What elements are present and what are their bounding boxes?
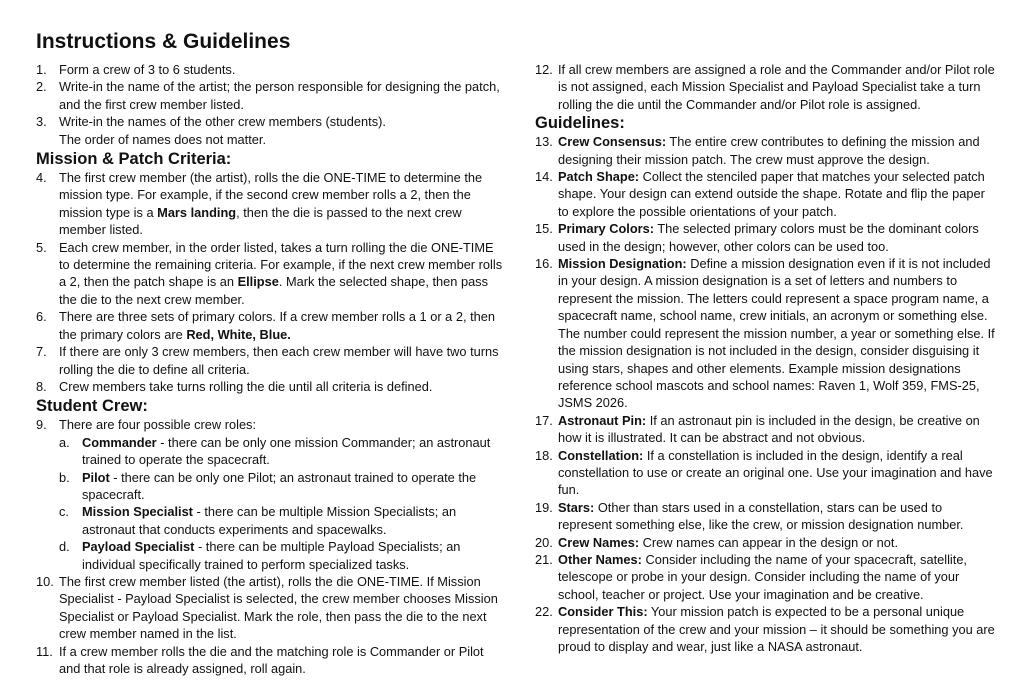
list-item — [36, 573, 506, 643]
left-column — [36, 61, 506, 677]
item-number: 8. — [36, 378, 47, 394]
list-item — [36, 378, 506, 395]
item-number: 7. — [36, 344, 47, 360]
role-text: - there can be multiple Mission Specialists; an astronaut that conducts experiments and spacewalks. — [82, 504, 457, 537]
role-text: - there can be only one mission Commander; an astronaut trained to operate the spacecraft. — [82, 434, 491, 468]
item-text: If there are only 3 crew members, then each crew member will have two turns rolling the die to define all criteria. — [59, 344, 499, 377]
item-text: Write-in the names of the other crew members (students). — [59, 114, 386, 130]
guideline-label: Consider This: — [558, 604, 648, 620]
item-text: If all crew members are assigned a role and the Commander and/or Pilot role is not assigned, each Mission Specialist and Payload Specialist take a turn rolling the die until the Commander and/or Pilot role is assigned. — [558, 62, 995, 112]
item-number: 15. — [535, 221, 553, 237]
section-heading-guidelines: Guidelines: — [535, 114, 625, 133]
item-text: There are three sets of primary colors. If a crew member rolls a 1 or a 2, then the primary colors are — [59, 309, 495, 342]
item-text: The first crew member listed (the artist), rolls the die ONE-TIME. If Mission Specialist - Payload Specialist is selected, the crew member chooses Mission Specialist or Payload Specialist. Mark the role, then pass the die to the next crew member named in the list. — [59, 573, 498, 642]
guideline-item — [535, 220, 997, 255]
note-text: The order of names does not matter. — [59, 131, 266, 147]
role-name: Mission Specialist — [82, 504, 193, 520]
guideline-text: Your mission patch is expected to be a personal unique representation of the crew and your mission – it should be something you are proud to display and wear, just like a NASA astronaut. — [558, 604, 995, 654]
list-item — [36, 169, 506, 239]
role-name: Pilot — [82, 469, 110, 485]
guideline-text: If a constellation is included in the design, identify a real constellation to use or create an original one. Use your imagination and have fun. — [558, 447, 993, 498]
list-item — [36, 416, 506, 433]
item-number: 3. — [36, 114, 47, 130]
item-text: The first crew member (the artist), rolls the die ONE-TIME to determine the mission type. For example, if the second crew member rolls a 2, then the mission type is a — [59, 170, 483, 220]
item-text: Crew members take turns rolling the die until all criteria is defined. — [59, 378, 433, 394]
item-number: 2. — [36, 79, 47, 95]
item-number: 14. — [535, 169, 553, 185]
guideline-item — [535, 603, 997, 655]
role-letter: b. — [59, 469, 70, 485]
guideline-text: Other than stars used in a constellation, stars can be used to represent something else, like the crew, or mission designation number. — [558, 499, 964, 533]
guideline-label: Patch Shape: — [558, 169, 640, 185]
guideline-label: Crew Consensus: — [558, 134, 667, 150]
item-number: 19. — [535, 499, 553, 515]
item-number: 17. — [535, 412, 553, 428]
role-item-mission-specialist — [36, 503, 506, 538]
item-number: 20. — [535, 534, 553, 550]
guideline-item — [535, 168, 997, 220]
guideline-item — [535, 534, 997, 551]
guideline-text: If an astronaut pin is included in the design, be creative on how it is illustrated. It can be abstract and not obvious. — [558, 412, 980, 446]
role-item-payload-specialist — [36, 538, 506, 573]
item-text: There are four possible crew roles: — [59, 417, 257, 433]
role-letter: d. — [59, 539, 70, 555]
guideline-item — [535, 499, 997, 534]
list-item — [36, 113, 506, 130]
item-number: 10. — [36, 573, 54, 589]
list-item — [36, 239, 506, 309]
list-item — [36, 78, 506, 113]
item-emphasis: Red, White, Blue. — [186, 326, 291, 342]
role-name: Payload Specialist — [82, 539, 195, 555]
role-item-commander — [36, 434, 506, 469]
guideline-label: Crew Names: — [558, 534, 640, 550]
item-number: 22. — [535, 604, 553, 620]
item-text: , then the die is passed to the next crew member listed. — [59, 204, 462, 238]
role-letter: a. — [59, 434, 70, 450]
guideline-item — [535, 412, 997, 447]
guideline-text: Crew names can appear in the design or not. — [639, 534, 899, 550]
item-number: 16. — [535, 256, 553, 272]
item-number: 9. — [36, 417, 47, 433]
guideline-label: Primary Colors: — [558, 221, 655, 237]
item-number: 1. — [36, 62, 47, 77]
guideline-label: Other Names: — [558, 551, 642, 567]
list-item — [535, 61, 997, 113]
guideline-text: The entire crew contributes to defining the mission and designing their mission patch. The crew must approve the design. — [558, 134, 980, 167]
guideline-label: Constellation: — [558, 447, 644, 463]
item-text: . Mark the selected shape, then pass the die to the next crew member. — [59, 274, 488, 307]
item-text: Write-in the name of the artist; the person responsible for designing the patch, and the first crew member listed. — [59, 79, 500, 112]
guideline-label: Stars: — [558, 499, 595, 515]
guideline-item — [535, 255, 997, 412]
item-text: Each crew member, in the order listed, takes a turn rolling the die ONE-TIME to determine the remaining criteria. For example, if the next crew member rolls a 2, then the patch shape is an — [59, 239, 503, 290]
guideline-text: The selected primary colors must be the dominant colors used in the design; however, other colors can be used too. — [558, 221, 979, 254]
guideline-label: Mission Designation: — [558, 256, 687, 272]
guideline-text: Consider including the name of your spacecraft, satellite, telescope or probe in your design. Consider including the name of your school, teacher or project. Use your imagination and be creative. — [558, 551, 967, 602]
section-heading-crew: Student Crew: — [36, 397, 148, 416]
guideline-label: Astronaut Pin: — [558, 412, 647, 428]
item-number: 5. — [36, 239, 47, 255]
role-name: Commander — [82, 434, 157, 450]
item-number: 12. — [535, 62, 553, 77]
list-item — [36, 308, 506, 343]
guideline-text: Collect the stenciled paper that matches your selected patch shape. Your design can extend outside the shape. Rotate and flip the paper to explore the possible orientations of your patch. — [558, 169, 985, 219]
item-number: 18. — [535, 447, 553, 463]
item-number: 4. — [36, 170, 47, 186]
item-number: 21. — [535, 551, 553, 567]
guideline-item — [535, 133, 997, 168]
item-number: 6. — [36, 309, 47, 325]
item-emphasis: Mars landing — [157, 204, 237, 220]
list-item — [36, 343, 506, 378]
item-number: 11. — [36, 643, 53, 659]
section-heading-mission: Mission & Patch Criteria: — [36, 150, 232, 169]
guideline-text: Define a mission designation even if it is not included in your design. A mission designation is a set of letters and numbers to represent the mission. The letters could represent a space program name, a spacecraft name, school name, crew initials, an acronym or something else. The number could represent the mission number, a year or something else. If the mission designation is not included in the design, consider disguising it using stars, shapes and other elements. Example mission designations reference school mascots and school names: Raven 1, Wolf 359, FMS-25, JSMS 2026. — [558, 256, 995, 411]
list-item — [36, 61, 506, 78]
item-emphasis: Ellipse — [237, 274, 279, 290]
page-title: Instructions & Guidelines — [36, 30, 291, 53]
role-text: - there can be multiple Payload Specialists; an individual specifically trained to perform specialized tasks. — [82, 539, 461, 572]
right-column — [535, 61, 997, 655]
item-text: If a crew member rolls the die and the matching role is Commander or Pilot and that role is already assigned, roll again. — [59, 643, 484, 676]
item-number: 13. — [535, 134, 553, 150]
role-text: - there can be only one Pilot; an astronaut trained to operate the spacecraft. — [82, 469, 477, 502]
guideline-item — [535, 447, 997, 499]
role-letter: c. — [59, 504, 69, 520]
item-text: Form a crew of 3 to 6 students. — [59, 62, 236, 77]
role-item-pilot — [36, 469, 506, 504]
guideline-item — [535, 551, 997, 603]
list-item — [36, 643, 506, 678]
